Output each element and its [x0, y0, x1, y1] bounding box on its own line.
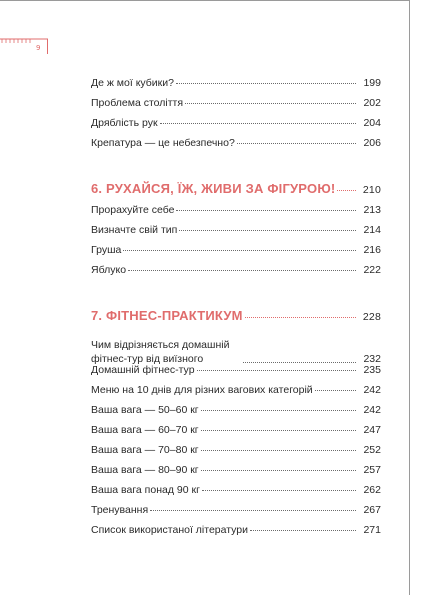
dot-leader [337, 190, 356, 191]
dot-leader [150, 510, 356, 511]
toc-entry-title: Ваша вага — 80–90 кг [91, 464, 199, 476]
toc-entry-title: Список використаної літератури [91, 524, 249, 536]
toc-entry [91, 338, 381, 366]
dot-leader [201, 430, 356, 431]
toc-entry [91, 384, 381, 397]
toc-entry [91, 204, 381, 217]
dot-leader [128, 270, 356, 271]
toc-entry-page: 271 [363, 524, 381, 536]
toc-entry [91, 424, 381, 437]
toc-entry-page: 247 [363, 424, 381, 436]
toc-entry-title: Прорахуйте себе [91, 204, 175, 216]
toc-entry-title: Проблема століття [91, 97, 184, 109]
toc-entry-page: 242 [363, 384, 381, 396]
dot-leader [176, 210, 356, 211]
toc-entry-title: Ваша вага — 50–60 кг [91, 404, 199, 416]
toc-entry-title: Ваша вага — 60–70 кг [91, 424, 199, 436]
toc-entry [91, 117, 381, 130]
toc-entry-page: 204 [363, 117, 381, 129]
dot-leader [123, 250, 356, 251]
toc-entry-title: Крепатура — це небезпечно? [91, 137, 235, 149]
toc-entry-page: 213 [363, 204, 381, 216]
dot-leader [201, 470, 356, 471]
toc-entry-page: 235 [363, 364, 381, 376]
toc-entry-title: Ваша вага понад 90 кг [91, 484, 200, 496]
dot-leader [197, 370, 356, 371]
dot-leader [201, 450, 356, 451]
dot-leader [237, 143, 356, 144]
toc-entry-page: 206 [363, 137, 381, 149]
toc-entry-title: Де ж мої кубики? [91, 77, 174, 89]
toc-entry-page: 257 [363, 464, 381, 476]
toc-entry [91, 364, 381, 377]
toc-entry-title: 7. ФІТНЕС-ПРАКТИКУМ [91, 308, 243, 323]
toc-entry-page: 199 [363, 77, 381, 89]
toc-entry-title: Тренування [91, 504, 149, 516]
toc-entry-title: Визначте свій тип [91, 224, 178, 236]
dot-leader [201, 410, 356, 411]
dot-leader [245, 317, 356, 318]
toc-entry-title: Домашній фітнес-тур [91, 364, 195, 376]
toc-entry-page: 214 [363, 224, 381, 236]
dot-leader [160, 123, 356, 124]
page-number: 9 [36, 44, 41, 52]
toc-entry [91, 524, 381, 537]
toc-section-heading [91, 309, 381, 324]
toc-entry-page: 202 [363, 97, 381, 109]
toc-entry-title: Яблуко [91, 264, 127, 276]
toc-entry-title: 6. РУХАЙСЯ, ЇЖ, ЖИВИ ЗА ФІГУРОЮ! [91, 181, 336, 196]
toc-entry-page: 252 [363, 444, 381, 456]
toc-entry-page: 232 [363, 353, 381, 365]
toc-entry-page: 262 [363, 484, 381, 496]
toc-entry [91, 244, 381, 257]
toc-entry-page: 216 [363, 244, 381, 256]
toc-entry-title: Ваша вага — 70–80 кг [91, 444, 199, 456]
toc-entry [91, 264, 381, 277]
dot-leader [202, 490, 356, 491]
toc-entry [91, 137, 381, 150]
toc-entry [91, 224, 381, 237]
toc-entry [91, 484, 381, 497]
toc-entry [91, 404, 381, 417]
dot-leader [176, 83, 356, 84]
toc-entry-page: 210 [362, 184, 381, 196]
toc-entry-title: Груша [91, 244, 122, 256]
dot-leader [243, 362, 356, 363]
toc-entry [91, 504, 381, 517]
toc-entry-page: 228 [362, 311, 381, 323]
toc-entry-title: Чим відрізняється домашній фітнес-тур від виїзного [91, 339, 230, 365]
toc-section-heading [91, 182, 381, 197]
toc-entry-page: 267 [363, 504, 381, 516]
toc-entry [91, 464, 381, 477]
toc-entry-title: Дряблість рук [91, 117, 158, 129]
toc-entry [91, 77, 381, 90]
toc-entry-page: 222 [363, 264, 381, 276]
toc-entry-page: 242 [363, 404, 381, 416]
toc-entry [91, 444, 381, 457]
toc-entry [91, 97, 381, 110]
dot-leader [315, 390, 356, 391]
toc-entry-title: Меню на 10 днів для різних вагових категорій [91, 384, 313, 396]
dot-leader [185, 103, 356, 104]
dot-leader [250, 530, 356, 531]
dot-leader [179, 230, 356, 231]
